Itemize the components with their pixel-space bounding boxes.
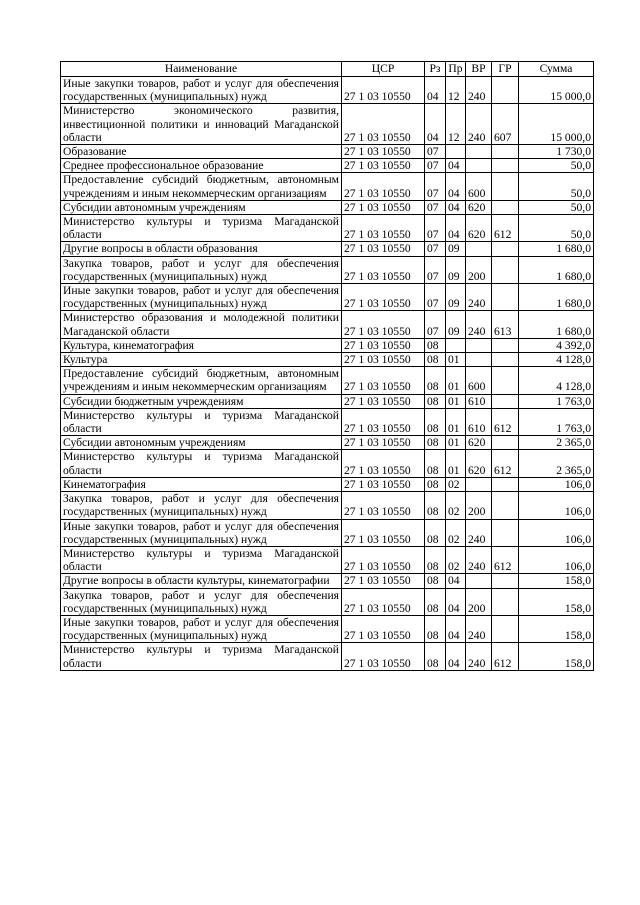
cell-gr: 607 [492, 104, 519, 145]
cell-vr: 240 [466, 546, 492, 573]
cell-vr [466, 353, 492, 367]
header-sum: Сумма [519, 62, 594, 77]
cell-csr: 27 1 03 10550 [342, 492, 425, 519]
table-row [61, 615, 594, 642]
cell-gr [492, 492, 519, 519]
cell-gr [492, 436, 519, 450]
cell-pr: 09 [446, 256, 466, 283]
cell-sum: 15 000,0 [519, 104, 594, 145]
table-row [61, 284, 594, 311]
cell-csr: 27 1 03 10550 [342, 284, 425, 311]
cell-vr: 240 [466, 77, 492, 104]
table-row [61, 215, 594, 242]
cell-pr: 04 [446, 215, 466, 242]
header-csr: ЦСР [342, 62, 425, 77]
cell-rz: 08 [425, 477, 446, 491]
document-page [60, 61, 593, 671]
cell-gr [492, 615, 519, 642]
cell-rz: 08 [425, 338, 446, 352]
cell-sum: 158,0 [519, 615, 594, 642]
cell-vr: 620 [466, 436, 492, 450]
cell-name: Кинематография [61, 477, 342, 491]
cell-csr: 27 1 03 10550 [342, 477, 425, 491]
cell-name: Культура, кинематография [61, 338, 342, 352]
cell-vr [466, 338, 492, 352]
cell-name: Предоставление субсидий бюджетным, автономным учреждениям и иным некоммерческим организациям [61, 367, 342, 394]
table-row [61, 643, 594, 670]
table-row [61, 242, 594, 256]
cell-csr: 27 1 03 10550 [342, 643, 425, 670]
cell-rz: 08 [425, 353, 446, 367]
cell-pr: 02 [446, 477, 466, 491]
cell-csr: 27 1 03 10550 [342, 159, 425, 173]
cell-vr [466, 574, 492, 588]
table-row [61, 200, 594, 214]
cell-gr [492, 519, 519, 546]
table-row [61, 477, 594, 491]
cell-vr [466, 159, 492, 173]
cell-csr: 27 1 03 10550 [342, 242, 425, 256]
table-row [61, 77, 594, 104]
cell-csr: 27 1 03 10550 [342, 145, 425, 159]
table-row [61, 408, 594, 435]
cell-pr: 04 [446, 615, 466, 642]
cell-csr: 27 1 03 10550 [342, 338, 425, 352]
cell-sum: 1 763,0 [519, 394, 594, 408]
cell-gr [492, 477, 519, 491]
cell-pr: 09 [446, 242, 466, 256]
cell-gr [492, 353, 519, 367]
cell-vr: 240 [466, 284, 492, 311]
cell-name: Культура [61, 353, 342, 367]
table-row [61, 588, 594, 615]
cell-csr: 27 1 03 10550 [342, 353, 425, 367]
cell-vr: 240 [466, 643, 492, 670]
cell-rz: 07 [425, 145, 446, 159]
cell-sum: 2 365,0 [519, 450, 594, 477]
cell-vr [466, 145, 492, 159]
cell-gr [492, 394, 519, 408]
cell-pr: 09 [446, 284, 466, 311]
cell-sum: 2 365,0 [519, 436, 594, 450]
cell-pr: 02 [446, 546, 466, 573]
cell-name: Образование [61, 145, 342, 159]
cell-pr [446, 145, 466, 159]
cell-csr: 27 1 03 10550 [342, 367, 425, 394]
cell-gr [492, 588, 519, 615]
header-pr: Пр [446, 62, 466, 77]
cell-csr: 27 1 03 10550 [342, 311, 425, 338]
cell-gr: 612 [492, 450, 519, 477]
cell-pr: 09 [446, 311, 466, 338]
cell-sum: 4 128,0 [519, 353, 594, 367]
cell-pr: 12 [446, 104, 466, 145]
cell-rz: 08 [425, 450, 446, 477]
cell-name: Министерство культуры и туризма Магаданской области [61, 408, 342, 435]
cell-pr: 01 [446, 394, 466, 408]
cell-vr: 240 [466, 615, 492, 642]
table-row [61, 367, 594, 394]
cell-gr: 612 [492, 408, 519, 435]
cell-name: Министерство образования и молодежной политики Магаданской области [61, 311, 342, 338]
cell-sum: 50,0 [519, 159, 594, 173]
cell-csr: 27 1 03 10550 [342, 173, 425, 200]
cell-pr: 04 [446, 200, 466, 214]
table-row [61, 450, 594, 477]
cell-vr: 600 [466, 367, 492, 394]
cell-vr: 200 [466, 492, 492, 519]
cell-csr: 27 1 03 10550 [342, 588, 425, 615]
cell-pr: 04 [446, 643, 466, 670]
cell-gr [492, 256, 519, 283]
cell-sum: 1 680,0 [519, 284, 594, 311]
cell-name: Министерство культуры и туризма Магаданской области [61, 643, 342, 670]
cell-csr: 27 1 03 10550 [342, 394, 425, 408]
cell-gr [492, 242, 519, 256]
cell-rz: 07 [425, 284, 446, 311]
cell-sum: 158,0 [519, 588, 594, 615]
cell-gr [492, 574, 519, 588]
cell-csr: 27 1 03 10550 [342, 215, 425, 242]
cell-name: Другие вопросы в области культуры, кинематографии [61, 574, 342, 588]
table-row [61, 256, 594, 283]
cell-vr [466, 242, 492, 256]
cell-name: Иные закупки товаров, работ и услуг для обеспечения государственных (муниципальных) нужд [61, 77, 342, 104]
table-row [61, 173, 594, 200]
cell-sum: 50,0 [519, 200, 594, 214]
header-rz: Рз [425, 62, 446, 77]
table-row [61, 436, 594, 450]
cell-pr: 02 [446, 519, 466, 546]
cell-pr: 01 [446, 367, 466, 394]
cell-vr: 600 [466, 173, 492, 200]
cell-name: Закупка товаров, работ и услуг для обеспечения государственных (муниципальных) нужд [61, 256, 342, 283]
table-row [61, 546, 594, 573]
cell-sum: 1 680,0 [519, 242, 594, 256]
cell-name: Предоставление субсидий бюджетным, автономным учреждениям и иным некоммерческим организациям [61, 173, 342, 200]
cell-vr: 200 [466, 588, 492, 615]
cell-name: Иные закупки товаров, работ и услуг для обеспечения государственных (муниципальных) нужд [61, 284, 342, 311]
cell-vr: 620 [466, 215, 492, 242]
cell-pr [446, 338, 466, 352]
cell-csr: 27 1 03 10550 [342, 546, 425, 573]
cell-rz: 08 [425, 408, 446, 435]
cell-sum: 4 128,0 [519, 367, 594, 394]
cell-name: Субсидии автономным учреждениям [61, 436, 342, 450]
table-header [61, 62, 594, 77]
cell-gr [492, 145, 519, 159]
cell-gr: 612 [492, 546, 519, 573]
cell-sum: 4 392,0 [519, 338, 594, 352]
cell-name: Министерство культуры и туризма Магаданской области [61, 215, 342, 242]
table-row [61, 492, 594, 519]
cell-name: Закупка товаров, работ и услуг для обеспечения государственных (муниципальных) нужд [61, 588, 342, 615]
cell-sum: 1 763,0 [519, 408, 594, 435]
cell-rz: 07 [425, 215, 446, 242]
cell-pr: 04 [446, 173, 466, 200]
cell-gr: 613 [492, 311, 519, 338]
cell-rz: 07 [425, 311, 446, 338]
table-row [61, 519, 594, 546]
cell-vr [466, 477, 492, 491]
cell-vr: 620 [466, 200, 492, 214]
cell-pr: 12 [446, 77, 466, 104]
table-body [61, 77, 594, 671]
cell-sum: 106,0 [519, 519, 594, 546]
cell-sum: 106,0 [519, 492, 594, 519]
cell-rz: 08 [425, 394, 446, 408]
cell-csr: 27 1 03 10550 [342, 450, 425, 477]
table-row [61, 311, 594, 338]
cell-pr: 04 [446, 574, 466, 588]
cell-rz: 08 [425, 546, 446, 573]
cell-vr: 240 [466, 311, 492, 338]
cell-name: Субсидии автономным учреждениям [61, 200, 342, 214]
cell-csr: 27 1 03 10550 [342, 615, 425, 642]
table-row [61, 353, 594, 367]
cell-pr: 01 [446, 353, 466, 367]
header-name: Наименование [61, 62, 342, 77]
cell-vr: 240 [466, 519, 492, 546]
cell-sum: 106,0 [519, 546, 594, 573]
cell-rz: 08 [425, 436, 446, 450]
cell-pr: 01 [446, 450, 466, 477]
cell-csr: 27 1 03 10550 [342, 408, 425, 435]
cell-rz: 08 [425, 588, 446, 615]
cell-name: Среднее профессиональное образование [61, 159, 342, 173]
cell-vr: 610 [466, 408, 492, 435]
table-row [61, 394, 594, 408]
cell-vr: 610 [466, 394, 492, 408]
cell-sum: 15 000,0 [519, 77, 594, 104]
cell-csr: 27 1 03 10550 [342, 574, 425, 588]
cell-gr [492, 173, 519, 200]
table-row [61, 338, 594, 352]
cell-rz: 08 [425, 519, 446, 546]
cell-name: Министерство культуры и туризма Магаданской области [61, 450, 342, 477]
cell-name: Министерство культуры и туризма Магаданской области [61, 546, 342, 573]
cell-rz: 08 [425, 574, 446, 588]
cell-sum: 50,0 [519, 173, 594, 200]
cell-pr: 04 [446, 588, 466, 615]
cell-rz: 07 [425, 200, 446, 214]
cell-rz: 07 [425, 159, 446, 173]
cell-name: Иные закупки товаров, работ и услуг для обеспечения государственных (муниципальных) нужд [61, 519, 342, 546]
cell-rz: 08 [425, 643, 446, 670]
cell-rz: 08 [425, 615, 446, 642]
cell-csr: 27 1 03 10550 [342, 256, 425, 283]
cell-vr: 240 [466, 104, 492, 145]
cell-csr: 27 1 03 10550 [342, 436, 425, 450]
cell-gr [492, 284, 519, 311]
cell-rz: 08 [425, 492, 446, 519]
budget-table [60, 61, 594, 671]
cell-sum: 158,0 [519, 574, 594, 588]
table-row [61, 104, 594, 145]
cell-gr [492, 367, 519, 394]
cell-gr [492, 338, 519, 352]
cell-gr: 612 [492, 643, 519, 670]
cell-csr: 27 1 03 10550 [342, 104, 425, 145]
cell-pr: 01 [446, 408, 466, 435]
cell-csr: 27 1 03 10550 [342, 77, 425, 104]
cell-sum: 1 730,0 [519, 145, 594, 159]
header-vr: ВР [466, 62, 492, 77]
cell-rz: 07 [425, 242, 446, 256]
cell-name: Субсидии бюджетным учреждениям [61, 394, 342, 408]
cell-name: Закупка товаров, работ и услуг для обеспечения государственных (муниципальных) нужд [61, 492, 342, 519]
cell-vr: 620 [466, 450, 492, 477]
table-row [61, 145, 594, 159]
header-row [61, 62, 594, 77]
cell-csr: 27 1 03 10550 [342, 519, 425, 546]
cell-rz: 08 [425, 367, 446, 394]
cell-name: Иные закупки товаров, работ и услуг для обеспечения государственных (муниципальных) нужд [61, 615, 342, 642]
cell-name: Другие вопросы в области образования [61, 242, 342, 256]
table-row [61, 159, 594, 173]
cell-name: Министерство экономического развития, инвестиционной политики и инноваций Магаданской области [61, 104, 342, 145]
cell-rz: 07 [425, 256, 446, 283]
cell-sum: 50,0 [519, 215, 594, 242]
cell-gr [492, 200, 519, 214]
cell-csr: 27 1 03 10550 [342, 200, 425, 214]
header-gr: ГР [492, 62, 519, 77]
cell-gr: 612 [492, 215, 519, 242]
cell-gr [492, 77, 519, 104]
cell-pr: 04 [446, 159, 466, 173]
cell-sum: 1 680,0 [519, 256, 594, 283]
cell-vr: 200 [466, 256, 492, 283]
cell-sum: 1 680,0 [519, 311, 594, 338]
cell-gr [492, 159, 519, 173]
cell-rz: 04 [425, 77, 446, 104]
cell-rz: 07 [425, 173, 446, 200]
table-row [61, 574, 594, 588]
cell-rz: 04 [425, 104, 446, 145]
cell-sum: 158,0 [519, 643, 594, 670]
cell-pr: 02 [446, 492, 466, 519]
cell-pr: 01 [446, 436, 466, 450]
cell-sum: 106,0 [519, 477, 594, 491]
